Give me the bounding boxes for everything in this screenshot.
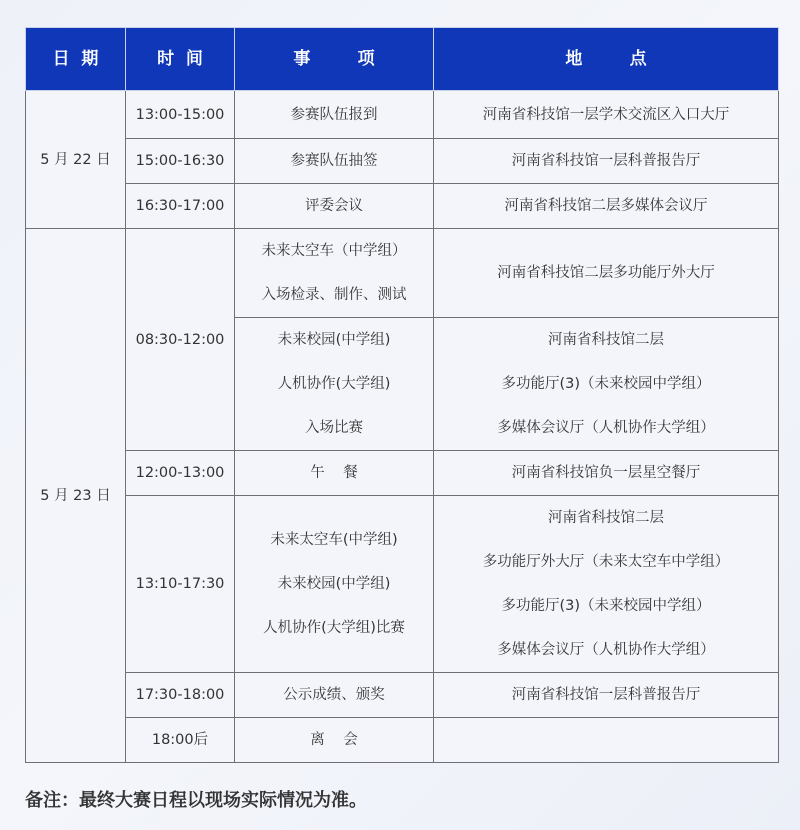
place-cell: 河南省科技馆二层多功能厅外大厅 (434, 229, 779, 318)
time-cell: 18:00后 (126, 718, 235, 763)
table-row (26, 673, 779, 718)
place-line: 多功能厅(3)（未来校园中学组） (501, 598, 711, 614)
place-cell: 河南省科技馆负一层星空餐厅 (434, 451, 779, 496)
place-line: 多媒体会议厅（人机协作大学组） (497, 642, 715, 658)
event-line: 人机协作(大学组)比赛 (263, 620, 405, 636)
table-row (26, 139, 779, 184)
place-line: 河南省科技馆二层 (548, 332, 664, 348)
table-row (26, 229, 779, 318)
schedule-table (25, 27, 779, 763)
table-row (26, 496, 779, 673)
event-cell: 离 会 (235, 718, 434, 763)
time-cell: 15:00-16:30 (126, 139, 235, 184)
place-cell: 河南省科技馆一层科普报告厅 (434, 673, 779, 718)
footnote: 备注：最终大赛日程以现场实际情况为准。 (25, 790, 367, 811)
place-line: 多功能厅外大厅（未来太空车中学组） (482, 554, 730, 570)
event-line: 人机协作(大学组) (277, 376, 391, 392)
date-cell: 5 月 23 日 (26, 229, 126, 763)
event-line: 未来太空车(中学组) (270, 532, 398, 548)
place-cell: 河南省科技馆二层多媒体会议厅 (434, 184, 779, 229)
time-cell: 08:30-12:00 (126, 229, 235, 451)
place-line: 多媒体会议厅（人机协作大学组） (497, 420, 715, 436)
place-cell (434, 718, 779, 763)
event-cell: 评委会议 (235, 184, 434, 229)
event-cell: 参赛队伍抽签 (235, 139, 434, 184)
event-cell (235, 229, 434, 318)
table-row (26, 91, 779, 139)
table-row (26, 184, 779, 229)
time-cell: 16:30-17:00 (126, 184, 235, 229)
place-cell: 河南省科技馆一层科普报告厅 (434, 139, 779, 184)
header-event: 事 项 (235, 28, 434, 91)
event-line: 入场检录、制作、测试 (261, 287, 407, 303)
time-cell: 13:00-15:00 (126, 91, 235, 139)
header-row (26, 28, 779, 91)
place-cell: 河南省科技馆一层学术交流区入口大厅 (434, 91, 779, 139)
event-line: 入场比赛 (305, 420, 363, 436)
place-cell (434, 318, 779, 451)
event-cell (235, 496, 434, 673)
event-cell (235, 318, 434, 451)
header-place: 地 点 (434, 28, 779, 91)
event-cell: 参赛队伍报到 (235, 91, 434, 139)
place-line: 多功能厅(3)（未来校园中学组） (501, 376, 711, 392)
event-cell: 公示成绩、颁奖 (235, 673, 434, 718)
event-line: 未来校园(中学组) (277, 576, 391, 592)
time-cell: 13:10-17:30 (126, 496, 235, 673)
place-line: 河南省科技馆二层 (548, 510, 664, 526)
event-line: 未来太空车（中学组） (261, 243, 407, 259)
place-cell (434, 496, 779, 673)
table-row (26, 718, 779, 763)
date-cell: 5 月 22 日 (26, 91, 126, 229)
table-row (26, 451, 779, 496)
event-cell: 午 餐 (235, 451, 434, 496)
time-cell: 17:30-18:00 (126, 673, 235, 718)
event-line: 未来校园(中学组) (277, 332, 391, 348)
header-date: 日 期 (26, 28, 126, 91)
header-time: 时 间 (126, 28, 235, 91)
time-cell: 12:00-13:00 (126, 451, 235, 496)
